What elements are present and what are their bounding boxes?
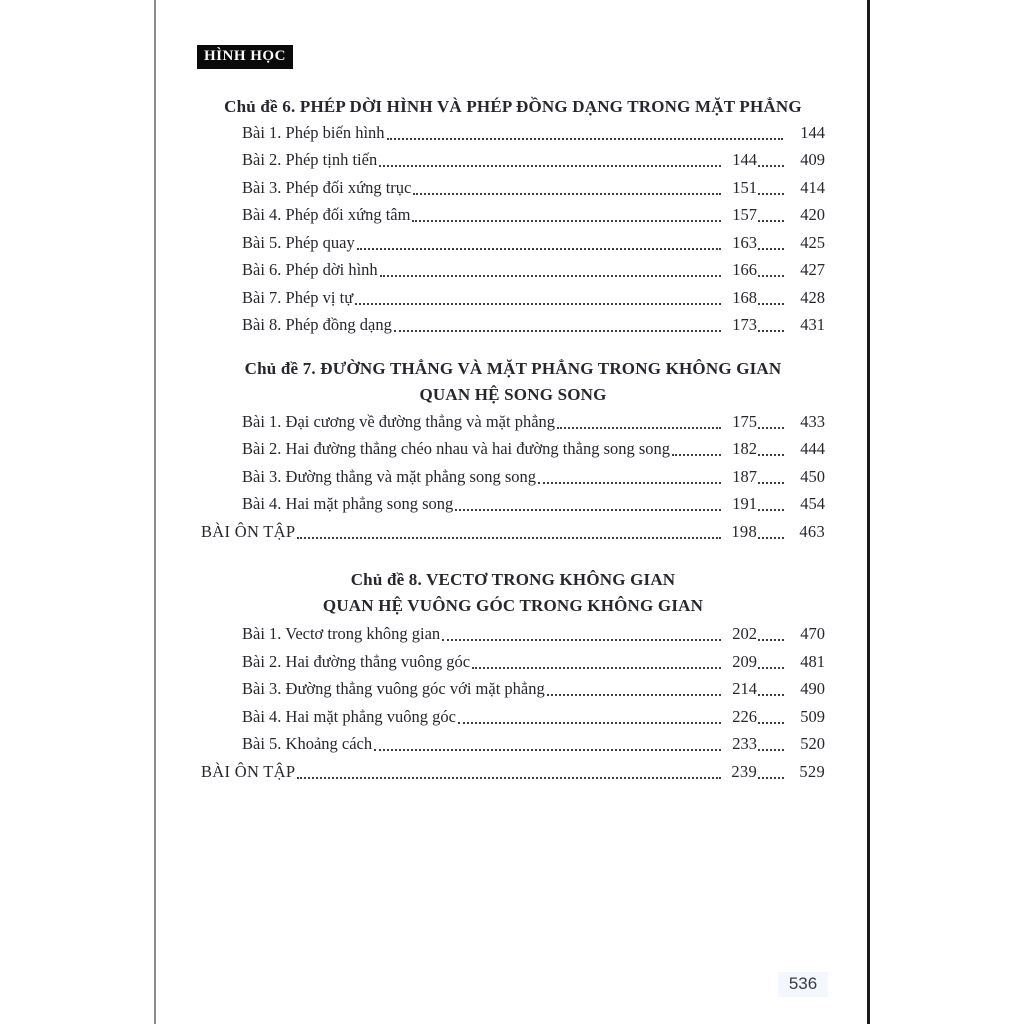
toc-entry-page: 427 bbox=[800, 260, 825, 280]
toc-entry-page: 202 bbox=[732, 624, 757, 644]
toc-entry-page: 239 bbox=[731, 761, 757, 781]
toc-row bbox=[201, 436, 825, 464]
toc-entry-label: Bài 6. Phép dời hình bbox=[242, 260, 378, 280]
toc-entry-label: Bài 5. Phép quay bbox=[242, 232, 355, 252]
dot-leader bbox=[374, 749, 721, 751]
toc-entry-label: Bài 8. Phép đồng dạng bbox=[242, 315, 392, 335]
dot-leader-mid bbox=[758, 248, 784, 250]
dot-leader-mid bbox=[758, 537, 784, 539]
toc-entry-page: 175 bbox=[732, 411, 757, 431]
toc-entry-label: Bài 3. Phép đối xứng trục bbox=[242, 177, 412, 197]
toc-entry-page: 151 bbox=[732, 177, 757, 197]
dot-leader bbox=[412, 220, 721, 222]
toc-entry-page: 428 bbox=[800, 287, 825, 307]
toc-row bbox=[201, 147, 825, 175]
chapter-8-title-line1: Chủ đề 8. VECTƠ TRONG KHÔNG GIAN bbox=[350, 569, 676, 589]
toc-entry-label: Bài 2. Phép tịnh tiến bbox=[242, 150, 378, 170]
toc-entry-page: 191 bbox=[732, 494, 757, 514]
dot-leader bbox=[538, 482, 721, 484]
toc-entry-page: 233 bbox=[732, 734, 757, 754]
dot-leader-mid bbox=[758, 482, 784, 484]
chapter-6-title: Chủ đề 6. PHÉP DỜI HÌNH VÀ PHÉP ĐỒNG DẠNG TRONG MẶT PHẲNG bbox=[224, 97, 802, 116]
page-right-border bbox=[867, 0, 870, 1024]
chapter-8-title bbox=[201, 567, 825, 619]
toc-entry-label: Bài 2. Hai đường thẳng vuông góc bbox=[242, 651, 471, 671]
toc-entry-page: 433 bbox=[800, 411, 825, 431]
toc-entry-label: Bài 3. Đường thẳng vuông góc với mặt phẳng bbox=[242, 679, 545, 699]
toc-entry-page: 166 bbox=[732, 260, 757, 280]
toc-entry-page: 157 bbox=[732, 205, 757, 225]
toc-entry-page: 450 bbox=[800, 466, 825, 486]
toc-entry-page: 414 bbox=[800, 177, 825, 197]
section-header-badge: HÌNH HỌC bbox=[197, 45, 293, 69]
toc-entry-label: Bài 5. Khoảng cách bbox=[242, 734, 373, 754]
toc-entry-page: 509 bbox=[800, 706, 825, 726]
toc-entry-label: Bài 4. Hai mặt phẳng vuông góc bbox=[242, 706, 457, 726]
page-number: 536 bbox=[778, 972, 828, 997]
toc-entry-label: Bài 1. Đại cương về đường thẳng và mặt phẳng bbox=[242, 411, 556, 431]
toc-entry-page: 425 bbox=[800, 232, 825, 252]
toc-entry-label: Bài 4. Hai mặt phẳng song song bbox=[242, 494, 454, 514]
dot-leader-mid bbox=[758, 639, 784, 641]
toc-row-review bbox=[201, 758, 825, 786]
dot-leader bbox=[413, 193, 721, 195]
toc-row bbox=[201, 621, 825, 649]
toc-row bbox=[201, 257, 825, 285]
dot-leader bbox=[379, 165, 721, 167]
toc-row bbox=[201, 284, 825, 312]
toc-row bbox=[201, 648, 825, 676]
toc-entry-page: 182 bbox=[732, 439, 757, 459]
toc-entry-page: 420 bbox=[800, 205, 825, 225]
dot-leader-mid bbox=[758, 427, 784, 429]
dot-leader-mid bbox=[758, 165, 784, 167]
chapter-8-title-line2: QUAN HỆ VUÔNG GÓC TRONG KHÔNG GIAN bbox=[322, 595, 704, 615]
dot-leader bbox=[387, 138, 783, 140]
dot-leader-mid bbox=[758, 667, 784, 669]
toc-entry-page: 529 bbox=[799, 761, 825, 781]
dot-leader bbox=[380, 275, 721, 277]
dot-leader bbox=[442, 639, 721, 641]
toc-entry-page: 168 bbox=[732, 287, 757, 307]
toc-entry-label: BÀI ÔN TẬP bbox=[201, 521, 296, 541]
toc-row bbox=[201, 731, 825, 759]
toc-entry-label: Bài 3. Đường thẳng và mặt phẳng song song bbox=[242, 466, 537, 486]
toc-entry-page: 144 bbox=[732, 150, 757, 170]
toc-entry-label: Bài 7. Phép vị tự bbox=[242, 287, 354, 307]
chapter-7-title-line2: QUAN HỆ SONG SONG bbox=[419, 385, 607, 404]
dot-leader-mid bbox=[758, 330, 784, 332]
dot-leader bbox=[297, 537, 721, 539]
dot-leader-mid bbox=[758, 220, 784, 222]
page-left-border bbox=[154, 0, 156, 1024]
toc-row bbox=[201, 463, 825, 491]
toc-row bbox=[201, 703, 825, 731]
toc-entry-page: 490 bbox=[800, 679, 825, 699]
dot-leader bbox=[297, 777, 721, 779]
dot-leader bbox=[557, 427, 721, 429]
toc-entry-label: Bài 1. Phép biến hình bbox=[242, 122, 385, 142]
dot-leader-mid bbox=[758, 694, 784, 696]
toc-row bbox=[201, 119, 825, 147]
toc-row-review bbox=[201, 518, 825, 546]
toc-entry-page: 173 bbox=[732, 315, 757, 335]
dot-leader-mid bbox=[758, 777, 784, 779]
dot-leader bbox=[394, 330, 721, 332]
chapter-8-entries bbox=[201, 621, 825, 786]
dot-leader bbox=[547, 694, 721, 696]
table-of-contents bbox=[201, 0, 825, 786]
dot-leader-mid bbox=[758, 749, 784, 751]
toc-entry-page: 144 bbox=[800, 122, 825, 142]
toc-entry-page: 163 bbox=[732, 232, 757, 252]
chapter-6-entries bbox=[201, 119, 825, 339]
toc-entry-page: 187 bbox=[732, 466, 757, 486]
toc-entry-label: Bài 2. Hai đường thẳng chéo nhau và hai đường thẳng song song bbox=[242, 439, 671, 459]
toc-row bbox=[201, 202, 825, 230]
toc-row bbox=[201, 676, 825, 704]
toc-entry-page: 444 bbox=[800, 439, 825, 459]
toc-row bbox=[201, 408, 825, 436]
toc-row bbox=[201, 229, 825, 257]
chapter-7-title-line1: Chủ đề 7. ĐƯỜNG THẲNG VÀ MẶT PHẲNG TRONG KHÔNG GIAN bbox=[244, 359, 782, 378]
toc-entry-label: Bài 4. Phép đối xứng tâm bbox=[242, 205, 411, 225]
dot-leader-mid bbox=[758, 193, 784, 195]
toc-entry-page: 409 bbox=[800, 150, 825, 170]
dot-leader bbox=[672, 454, 721, 456]
toc-entry-page: 209 bbox=[732, 651, 757, 671]
toc-entry-page: 431 bbox=[800, 315, 825, 335]
dot-leader bbox=[472, 667, 721, 669]
dot-leader bbox=[455, 509, 721, 511]
toc-entry-page: 470 bbox=[800, 624, 825, 644]
toc-entry-page: 520 bbox=[800, 734, 825, 754]
dot-leader-mid bbox=[758, 509, 784, 511]
toc-entry-page: 226 bbox=[732, 706, 757, 726]
toc-row bbox=[201, 174, 825, 202]
chapter-7-title bbox=[201, 356, 825, 408]
chapter-7-entries bbox=[201, 408, 825, 546]
dot-leader-mid bbox=[758, 275, 784, 277]
dot-leader-mid bbox=[758, 722, 784, 724]
dot-leader-mid bbox=[758, 454, 784, 456]
dot-leader bbox=[357, 248, 721, 250]
toc-entry-label: Bài 1. Vectơ trong không gian bbox=[242, 624, 441, 644]
dot-leader bbox=[355, 303, 721, 305]
toc-row bbox=[201, 491, 825, 519]
toc-entry-page: 481 bbox=[800, 651, 825, 671]
toc-entry-label: BÀI ÔN TẬP bbox=[201, 761, 296, 781]
dot-leader bbox=[458, 722, 721, 724]
toc-entry-page: 198 bbox=[731, 521, 757, 541]
toc-entry-page: 214 bbox=[732, 679, 757, 699]
toc-entry-page: 463 bbox=[799, 521, 825, 541]
toc-row bbox=[201, 312, 825, 340]
dot-leader-mid bbox=[758, 303, 784, 305]
toc-entry-page: 454 bbox=[800, 494, 825, 514]
